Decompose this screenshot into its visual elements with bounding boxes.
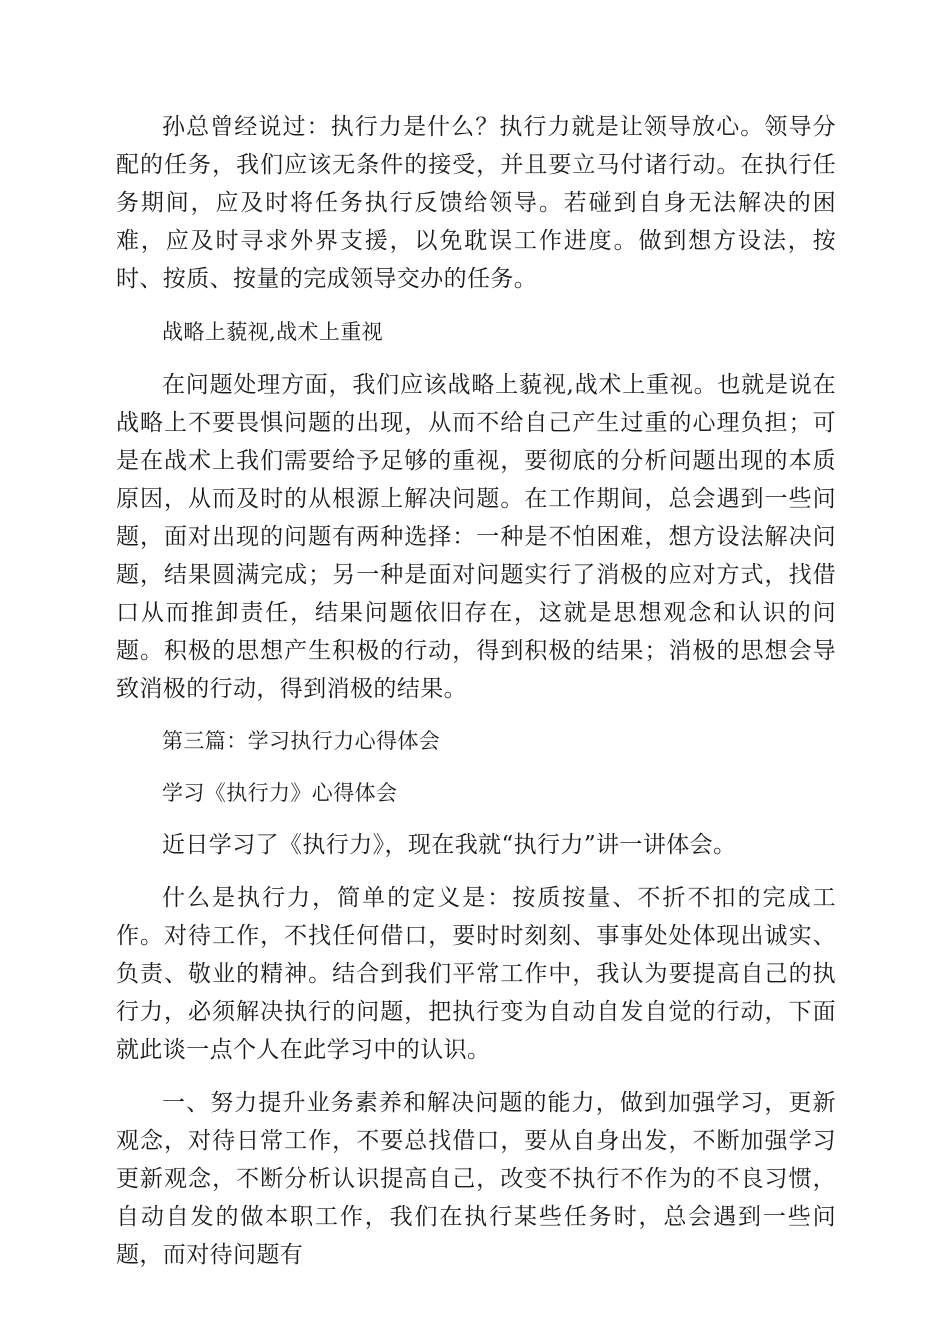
article-title-part-three: 第三篇：学习执行力心得体会: [162, 729, 441, 753]
document-page: [116, 108, 836, 1274]
paragraph-executive-quote: 孙总曾经说过：执行力是什么？执行力就是让领导放心。领导分配的任务，我们应该无条件的接受，并且要立马付诸行动。在执行任务期间，应及时将任务执行反馈给领导。若碰到自身无法解决的困难，应及时寻求外界支援，以免耽误工作进度。做到想方设法，按时、按质、按量的完成领导交办的任务。: [116, 114, 836, 292]
section-heading-strategy: 战略上藐视,战术上重视: [162, 320, 384, 344]
paragraph-intro: 近日学习了《执行力》，现在我就“执行力”讲一讲体会。: [162, 832, 737, 858]
paragraph-problem-handling: 在问题处理方面，我们应该战略上藐视,战术上重视。也就是说在战略上不要畏惧问题的出现，从而不给自己产生过重的心理负担；可是在战术上我们需要给予足够的重视，要彻底的分析问题出现的本质原因，从而及时的从根源上解决问题。在工作期间，总会遇到一些问题，面对出现的问题有两种选择：一种是不怕困难，想方设法解决问题，结果圆满完成；另一种是面对问题实行了消极的应对方式，找借口从而推卸责任，结果问题依旧存在，这就是思想观念和认识的问题。积极的思想产生积极的行动，得到积极的结果；消极的思想会导致消极的行动，得到消极的结果。: [116, 372, 836, 702]
article-subtitle: 学习《执行力》心得体会: [162, 781, 398, 805]
paragraph-definition: 什么是执行力，简单的定义是：按质按量、不折不扣的完成工作。对待工作，不找任何借口，要时时刻刻、事事处处体现出诚实、负责、敬业的精神。结合到我们平常工作中，我认为要提高自己的执行力，必须解决执行的问题，把执行变为自动自发自觉的行动，下面就此谈一点个人在此学习中的认识。: [116, 885, 836, 1063]
paragraph-point-one: 一、努力提升业务素养和解决问题的能力，做到加强学习，更新观念，对待日常工作，不要总找借口，要从自身出发，不断加强学习更新观念，不断分析认识提高自己，改变不执行不作为的不良习惯，自动自发的做本职工作，我们在执行某些任务时，总会遇到一些问题，而对待问题有: [116, 1090, 836, 1268]
